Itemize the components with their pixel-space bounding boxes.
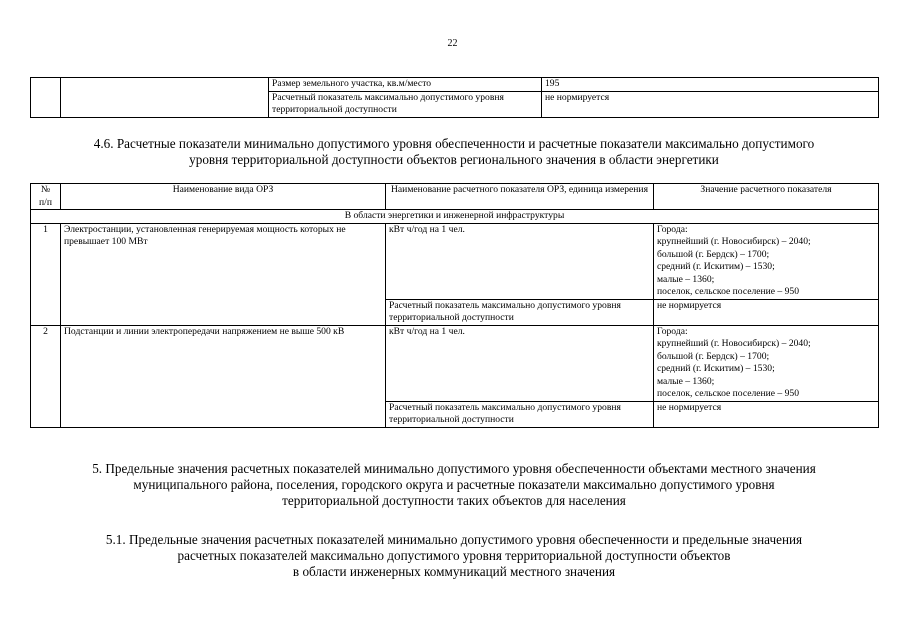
value-cell: 195 — [542, 78, 879, 92]
value-line: Города: — [657, 325, 688, 337]
value-line: поселок, сельское поселение – 950 — [657, 388, 800, 399]
page-number: 22 — [447, 38, 458, 49]
row-indicator: кВт ч/год на 1 чел. — [386, 223, 654, 299]
row-value: не нормируется — [654, 401, 879, 427]
section-5-1-heading — [30, 532, 878, 580]
value-line: большой (г. Бердск) – 1700; — [657, 350, 770, 362]
heading-line: расчетных показателей максимально допустимого уровня территориальной доступности объектов — [177, 548, 731, 563]
table-cell — [31, 78, 61, 118]
heading-line: 5. Предельные значения расчетных показателей минимально допустимого уровня обеспеченности объектами местного значения — [92, 461, 816, 476]
header-num: № п/п — [31, 184, 61, 210]
value-line: крупнейший (г. Новосибирск) – 2040; — [657, 236, 811, 247]
header-value: Значение расчетного показателя — [654, 184, 879, 210]
group-title: В области энергетики и инженерной инфраструктуры — [31, 210, 879, 224]
row-type: Подстанции и линии электропередачи напряжением не выше 500 кВ — [61, 325, 386, 427]
table-row — [31, 223, 879, 299]
value-cell: не нормируется — [542, 91, 879, 117]
header-row — [31, 184, 879, 210]
row-value: не нормируется — [654, 299, 879, 325]
header-type: Наименование вида ОРЗ — [61, 184, 386, 210]
row-type: Электростанции, установленная генерируемая мощность которых не превышает 100 МВт — [61, 223, 386, 325]
row-indicator: кВт ч/год на 1 чел. — [386, 325, 654, 401]
row-values — [654, 223, 879, 299]
energy-table — [30, 183, 879, 428]
top-table — [30, 77, 879, 118]
row-indicator: Расчетный показатель максимально допустимого уровня территориальной доступности — [386, 299, 654, 325]
heading-line: 4.6. Расчетные показатели минимально допустимого уровня обеспеченности и расчетные показатели максимально допустимого — [93, 136, 815, 151]
header-indicator: Наименование расчетного показателя ОРЗ, единица измерения — [386, 184, 654, 210]
value-line: поселок, сельское поселение – 950 — [657, 286, 800, 297]
value-line: крупнейший (г. Новосибирск) – 2040; — [657, 338, 811, 349]
row-indicator: Расчетный показатель максимально допустимого уровня территориальной доступности — [386, 401, 654, 427]
value-line: малые – 1360; — [657, 375, 715, 387]
heading-line: территориальной доступности таких объектов для населения — [282, 493, 626, 508]
table-cell — [61, 78, 269, 118]
table-row — [31, 325, 879, 401]
group-row — [31, 210, 879, 224]
indicator-cell: Размер земельного участка, кв.м/место — [269, 78, 542, 92]
heading-line: муниципального района, поселения, городского округа и расчетные показатели максимально допустимого уровня — [133, 477, 775, 492]
indicator-cell: Расчетный показатель максимально допустимого уровня территориальной доступности — [269, 91, 542, 117]
value-line: малые – 1360; — [657, 273, 715, 285]
row-values — [654, 325, 879, 401]
heading-line: уровня территориальной доступности объектов регионального значения в области энергетики — [189, 152, 719, 167]
value-line: большой (г. Бердск) – 1700; — [657, 248, 770, 260]
section-4-6-heading — [30, 136, 878, 168]
value-line: средний (г. Искитим) – 1530; — [657, 261, 775, 272]
value-line: средний (г. Искитим) – 1530; — [657, 363, 775, 374]
heading-line: 5.1. Предельные значения расчетных показателей минимально допустимого уровня обеспеченности и предельные значения — [105, 532, 803, 547]
row-num: 2 — [31, 325, 61, 427]
table-row — [31, 78, 879, 92]
row-num: 1 — [31, 223, 61, 325]
section-5-heading — [30, 461, 878, 509]
value-line: Города: — [657, 223, 688, 235]
heading-line: в области инженерных коммуникаций местного значения — [292, 564, 616, 579]
